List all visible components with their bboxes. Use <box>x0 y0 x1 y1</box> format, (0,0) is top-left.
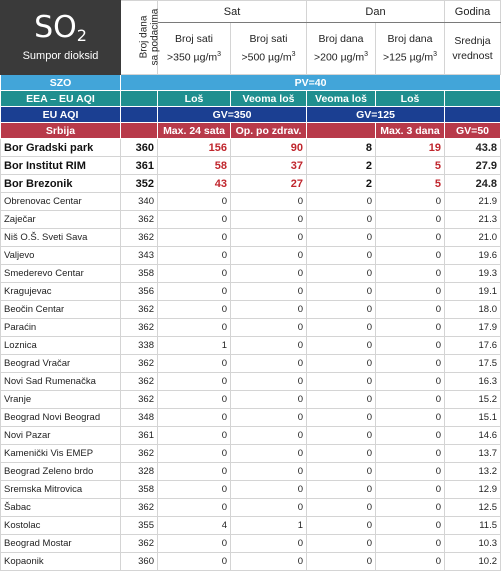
days-125-cell: 19 <box>376 139 445 157</box>
hours-500-cell: 0 <box>231 463 307 481</box>
mean-cell: 19.3 <box>445 265 501 283</box>
station-name: Obrenovac Centar <box>1 193 121 211</box>
bor-station-row <box>1 157 501 175</box>
bor-station-row <box>1 175 501 193</box>
col-days-200: Broj dana >200 $\mu g/m^3$ <box>307 23 376 75</box>
station-name: Loznica <box>1 337 121 355</box>
station-name: Novi Sad Rumenačka <box>1 373 121 391</box>
days-200-cell: 0 <box>307 481 376 499</box>
days-125-cell: 0 <box>376 463 445 481</box>
hours-500-cell: 37 <box>231 157 307 175</box>
mean-cell: 15.1 <box>445 409 501 427</box>
days-200-cell: 2 <box>307 157 376 175</box>
days-125-cell: 0 <box>376 535 445 553</box>
mean-cell: 17.9 <box>445 319 501 337</box>
days-125-cell: 0 <box>376 517 445 535</box>
band-srbija-v2: Op. po zdrav. <box>231 123 307 139</box>
station-name: Paraćin <box>1 319 121 337</box>
days-125-cell: 0 <box>376 427 445 445</box>
station-name: Kostolac <box>1 517 121 535</box>
days-cell: 362 <box>121 319 158 337</box>
hours-500-cell: 0 <box>231 247 307 265</box>
table-row <box>1 535 501 553</box>
station-name: Niš O.Š. Sveti Sava <box>1 229 121 247</box>
days-125-cell: 0 <box>376 481 445 499</box>
mean-cell: 16.3 <box>445 373 501 391</box>
group-sat: Sat <box>158 1 307 23</box>
days-200-cell: 0 <box>307 211 376 229</box>
days-cell: 358 <box>121 265 158 283</box>
col-days-125: Broj dana >125 $\mu g/m^3$ <box>376 23 445 75</box>
days-125-cell: 0 <box>376 391 445 409</box>
hours-500-cell: 90 <box>231 139 307 157</box>
col-mean: Srednja vrednost <box>445 23 501 75</box>
days-125-cell: 5 <box>376 157 445 175</box>
table-row <box>1 247 501 265</box>
days-125-cell: 0 <box>376 373 445 391</box>
pollutant-logo <box>1 1 121 75</box>
mean-cell: 27.9 <box>445 157 501 175</box>
group-godina: Godina <box>445 1 501 23</box>
days-125-cell: 0 <box>376 499 445 517</box>
band-srbija-v1: Max. 24 sata <box>158 123 231 139</box>
table-row <box>1 319 501 337</box>
days-200-cell: 0 <box>307 535 376 553</box>
days-200-cell: 0 <box>307 499 376 517</box>
table-row <box>1 481 501 499</box>
mean-cell: 21.3 <box>445 211 501 229</box>
days-cell: 360 <box>121 553 158 571</box>
hours-350-cell: 0 <box>158 355 231 373</box>
mean-cell: 19.6 <box>445 247 501 265</box>
days-cell: 361 <box>121 427 158 445</box>
hours-350-cell: 0 <box>158 211 231 229</box>
mean-cell: 14.6 <box>445 427 501 445</box>
mean-cell: 13.2 <box>445 463 501 481</box>
days-cell: 343 <box>121 247 158 265</box>
days-cell: 340 <box>121 193 158 211</box>
days-with-data-label <box>138 8 160 65</box>
table-row <box>1 553 501 571</box>
hours-500-cell: 0 <box>231 193 307 211</box>
table-row <box>1 337 501 355</box>
days-cell: 362 <box>121 499 158 517</box>
days-cell: 362 <box>121 355 158 373</box>
mean-cell: 10.3 <box>445 535 501 553</box>
days-125-cell: 0 <box>376 319 445 337</box>
hours-350-cell: 156 <box>158 139 231 157</box>
days-cell: 328 <box>121 463 158 481</box>
band-eea-v4: Loš <box>376 91 445 107</box>
station-name: Zaječar <box>1 211 121 229</box>
band-eu-v1: GV=350 <box>158 107 307 123</box>
mean-cell: 18.0 <box>445 301 501 319</box>
days-200-cell: 0 <box>307 319 376 337</box>
table-row <box>1 229 501 247</box>
days-cell: 348 <box>121 409 158 427</box>
hours-350-cell: 0 <box>158 463 231 481</box>
hours-500-cell: 0 <box>231 409 307 427</box>
mean-cell: 12.5 <box>445 499 501 517</box>
days-200-cell: 0 <box>307 283 376 301</box>
logo-formula: $SO_2$ <box>34 10 87 45</box>
mean-cell: 43.8 <box>445 139 501 157</box>
table-row <box>1 355 501 373</box>
hours-500-cell: 0 <box>231 391 307 409</box>
hours-500-cell: 0 <box>231 229 307 247</box>
days-cell: 352 <box>121 175 158 193</box>
hours-350-cell: 0 <box>158 445 231 463</box>
days-125-cell: 0 <box>376 229 445 247</box>
hours-500-cell: 0 <box>231 283 307 301</box>
band-eu-label: EU AQI <box>1 107 121 123</box>
hours-350-cell: 0 <box>158 499 231 517</box>
vertical-label-line2: sa podacima <box>149 8 161 65</box>
mean-cell: 21.9 <box>445 193 501 211</box>
table-row <box>1 517 501 535</box>
days-200-cell: 0 <box>307 355 376 373</box>
hours-500-cell: 0 <box>231 337 307 355</box>
station-name: Beograd Novi Beograd <box>1 409 121 427</box>
hours-350-cell: 0 <box>158 265 231 283</box>
band-eea-v3: Veoma loš <box>307 91 376 107</box>
days-200-cell: 0 <box>307 373 376 391</box>
table-row <box>1 301 501 319</box>
band-eea-v2: Veoma loš <box>231 91 307 107</box>
band-eu-v2: GV=125 <box>307 107 445 123</box>
hours-500-cell: 0 <box>231 301 307 319</box>
days-cell: 356 <box>121 283 158 301</box>
hours-350-cell: 0 <box>158 391 231 409</box>
band-srbija-v5: GV=50 <box>445 123 501 139</box>
days-200-cell: 0 <box>307 193 376 211</box>
mean-cell: 17.6 <box>445 337 501 355</box>
days-with-data-header <box>121 1 161 75</box>
hours-350-cell: 0 <box>158 535 231 553</box>
hours-350-cell: 0 <box>158 409 231 427</box>
days-125-cell: 0 <box>376 283 445 301</box>
days-125-cell: 0 <box>376 409 445 427</box>
band-srbija-label: Srbija <box>1 123 121 139</box>
band-srbija <box>1 123 501 139</box>
band-srbija-v4: Max. 3 dana <box>376 123 445 139</box>
days-200-cell: 0 <box>307 553 376 571</box>
mean-cell: 24.8 <box>445 175 501 193</box>
table-row <box>1 391 501 409</box>
col-hours-500: Broj sati >500 $\mu g/m^3$ <box>231 23 307 75</box>
hours-350-cell: 0 <box>158 427 231 445</box>
table-row <box>1 427 501 445</box>
table-row <box>1 445 501 463</box>
station-name: Beograd Zeleno brdo <box>1 463 121 481</box>
days-cell: 361 <box>121 157 158 175</box>
days-cell: 362 <box>121 211 158 229</box>
table-row <box>1 463 501 481</box>
days-125-cell: 0 <box>376 211 445 229</box>
days-125-cell: 0 <box>376 301 445 319</box>
days-125-cell: 0 <box>376 247 445 265</box>
table-row <box>1 373 501 391</box>
mean-cell: 19.1 <box>445 283 501 301</box>
days-cell: 355 <box>121 517 158 535</box>
days-200-cell: 0 <box>307 409 376 427</box>
band-srbija-empty <box>121 123 158 139</box>
hours-500-cell: 0 <box>231 427 307 445</box>
band-eu-empty <box>121 107 158 123</box>
col-hours-350: Broj sati >350 $\mu g/m^3$ <box>158 23 231 75</box>
station-name: Beograd Mostar <box>1 535 121 553</box>
days-200-cell: 8 <box>307 139 376 157</box>
band-szo <box>1 75 501 91</box>
days-125-cell: 0 <box>376 355 445 373</box>
days-200-cell: 0 <box>307 427 376 445</box>
days-cell: 362 <box>121 229 158 247</box>
days-cell: 362 <box>121 373 158 391</box>
station-name: Beograd Vračar <box>1 355 121 373</box>
bor-station-row <box>1 139 501 157</box>
band-eea <box>1 91 501 107</box>
station-name: Beočin Centar <box>1 301 121 319</box>
days-200-cell: 0 <box>307 445 376 463</box>
group-dan: Dan <box>307 1 445 23</box>
station-name: Vranje <box>1 391 121 409</box>
band-eea-v1: Loš <box>158 91 231 107</box>
station-name: Sremska Mitrovica <box>1 481 121 499</box>
days-cell: 362 <box>121 535 158 553</box>
station-name: Kopaonik <box>1 553 121 571</box>
station-name: Novi Pazar <box>1 427 121 445</box>
days-125-cell: 0 <box>376 193 445 211</box>
mean-cell: 15.2 <box>445 391 501 409</box>
band-eu <box>1 107 501 123</box>
hours-500-cell: 0 <box>231 445 307 463</box>
days-200-cell: 0 <box>307 247 376 265</box>
days-125-cell: 0 <box>376 553 445 571</box>
station-name: Valjevo <box>1 247 121 265</box>
days-200-cell: 0 <box>307 517 376 535</box>
hours-350-cell: 0 <box>158 193 231 211</box>
days-cell: 362 <box>121 391 158 409</box>
hours-350-cell: 58 <box>158 157 231 175</box>
hours-500-cell: 0 <box>231 553 307 571</box>
table-row <box>1 193 501 211</box>
days-cell: 338 <box>121 337 158 355</box>
band-szo-label: SZO <box>1 75 121 91</box>
station-name: Šabac <box>1 499 121 517</box>
hours-350-cell: 4 <box>158 517 231 535</box>
days-200-cell: 0 <box>307 337 376 355</box>
station-name: Smederevo Centar <box>1 265 121 283</box>
station-name: Bor Institut RIM <box>1 157 121 175</box>
hours-350-cell: 0 <box>158 319 231 337</box>
days-cell: 362 <box>121 445 158 463</box>
hours-350-cell: 0 <box>158 373 231 391</box>
days-125-cell: 0 <box>376 265 445 283</box>
days-200-cell: 0 <box>307 463 376 481</box>
vertical-label-line1: Broj dana <box>138 15 150 58</box>
hours-500-cell: 1 <box>231 517 307 535</box>
days-200-cell: 0 <box>307 391 376 409</box>
hours-500-cell: 0 <box>231 319 307 337</box>
days-200-cell: 0 <box>307 265 376 283</box>
hours-350-cell: 0 <box>158 229 231 247</box>
mean-cell: 11.5 <box>445 517 501 535</box>
days-cell: 360 <box>121 139 158 157</box>
days-125-cell: 5 <box>376 175 445 193</box>
hours-500-cell: 0 <box>231 355 307 373</box>
hours-500-cell: 0 <box>231 265 307 283</box>
hours-350-cell: 0 <box>158 283 231 301</box>
band-szo-value: PV=40 <box>121 75 501 91</box>
station-name: Bor Brezonik <box>1 175 121 193</box>
mean-cell: 13.7 <box>445 445 501 463</box>
days-125-cell: 0 <box>376 445 445 463</box>
mean-cell: 17.5 <box>445 355 501 373</box>
days-125-cell: 0 <box>376 337 445 355</box>
table-row <box>1 265 501 283</box>
band-eea-empty <box>121 91 158 107</box>
hours-350-cell: 43 <box>158 175 231 193</box>
table-row <box>1 409 501 427</box>
station-name: Kragujevac <box>1 283 121 301</box>
mean-cell: 12.9 <box>445 481 501 499</box>
logo-subtitle: Sumpor dioksid <box>22 50 99 62</box>
mean-cell: 21.0 <box>445 229 501 247</box>
table-row <box>1 499 501 517</box>
table-row <box>1 283 501 301</box>
band-eu-empty-end <box>445 107 501 123</box>
hours-500-cell: 0 <box>231 211 307 229</box>
days-cell: 362 <box>121 301 158 319</box>
hours-350-cell: 1 <box>158 337 231 355</box>
hours-350-cell: 0 <box>158 481 231 499</box>
days-cell: 358 <box>121 481 158 499</box>
band-eea-empty-end <box>445 91 501 107</box>
hours-350-cell: 0 <box>158 301 231 319</box>
days-200-cell: 2 <box>307 175 376 193</box>
hours-350-cell: 0 <box>158 553 231 571</box>
hours-500-cell: 0 <box>231 499 307 517</box>
station-name: Kamenički Vis EMEP <box>1 445 121 463</box>
hours-350-cell: 0 <box>158 247 231 265</box>
band-eea-label: EEA – EU AQI <box>1 91 121 107</box>
mean-cell: 10.2 <box>445 553 501 571</box>
hours-500-cell: 0 <box>231 481 307 499</box>
hours-500-cell: 0 <box>231 535 307 553</box>
station-name: Bor Gradski park <box>1 139 121 157</box>
hours-500-cell: 27 <box>231 175 307 193</box>
hours-500-cell: 0 <box>231 373 307 391</box>
band-srbija-v3 <box>307 123 376 139</box>
table-row <box>1 211 501 229</box>
days-200-cell: 0 <box>307 301 376 319</box>
days-200-cell: 0 <box>307 229 376 247</box>
